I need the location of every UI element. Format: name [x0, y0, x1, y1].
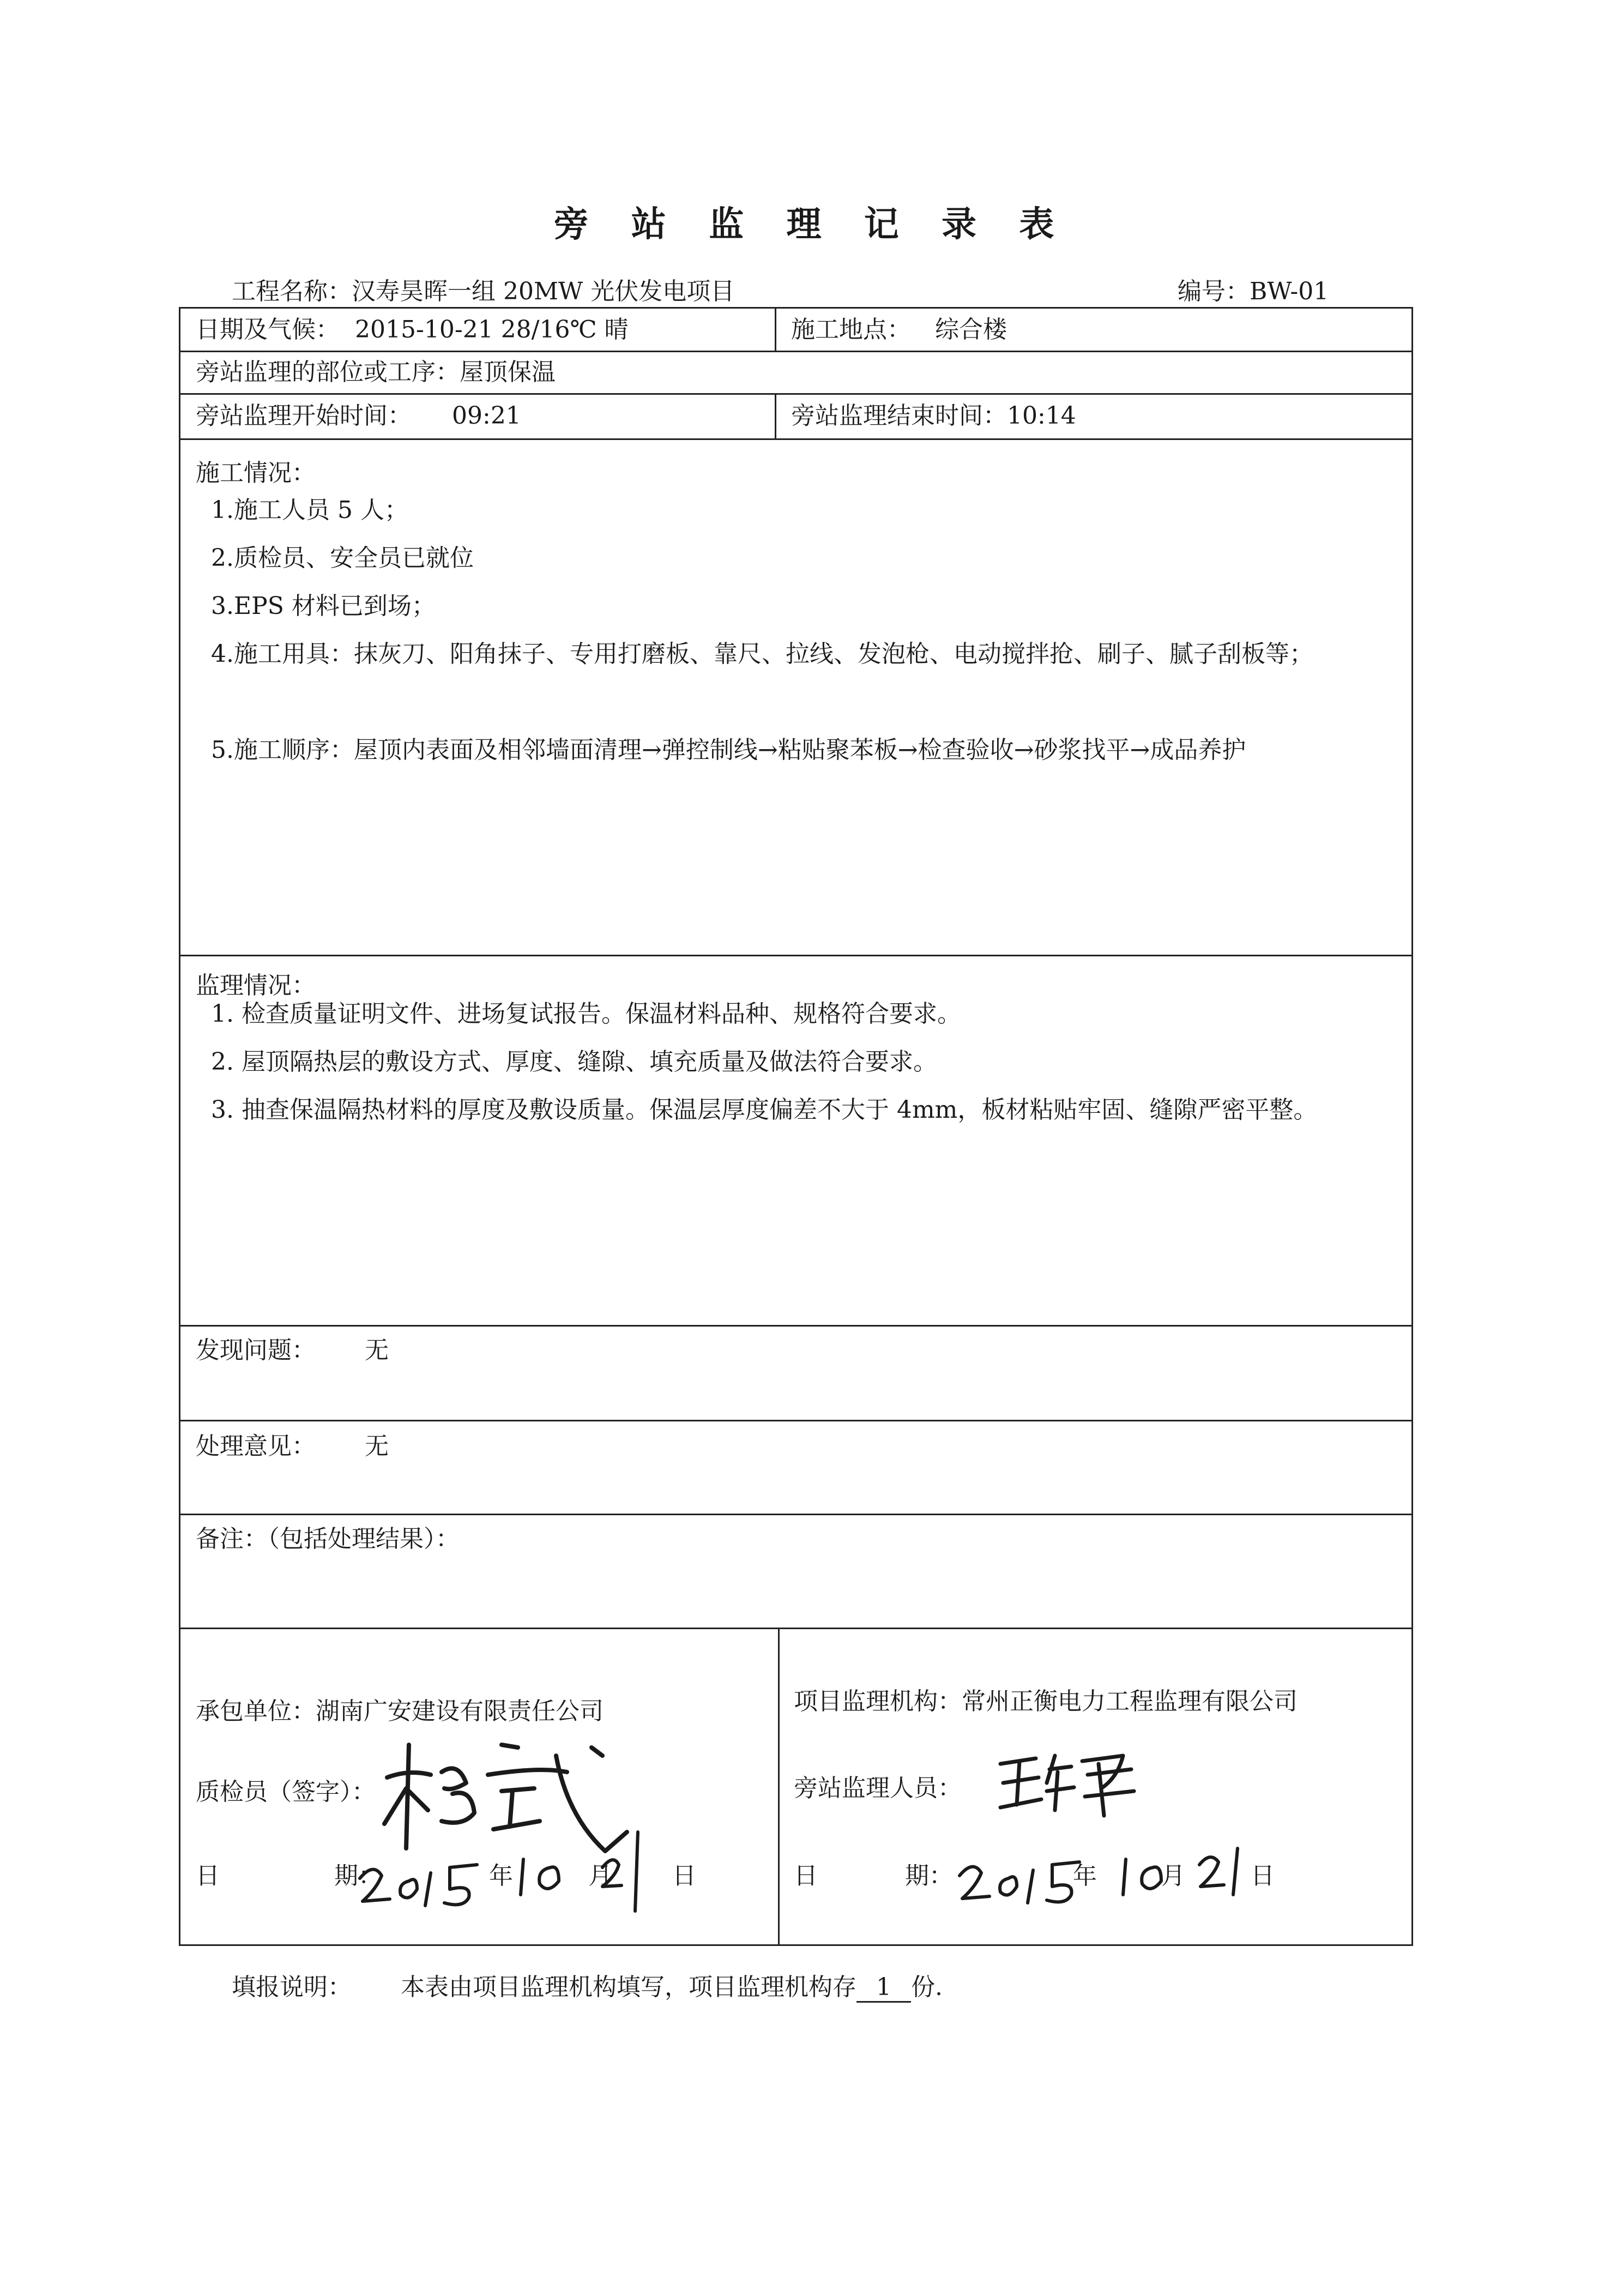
end-time-cell: [791, 400, 1076, 432]
row-divider: [180, 1628, 1411, 1629]
supervisor-signature: [992, 1745, 1139, 1821]
start-time-cell: [196, 400, 521, 432]
contractor-date-month-handwritten: [512, 1846, 572, 1900]
construction-item: 3.EPS 材料已到场；: [211, 592, 436, 620]
copies-count: 1: [856, 1974, 911, 2003]
contractor-date-day-handwritten: [597, 1821, 657, 1914]
position-value: 屋顶保温: [460, 358, 556, 386]
fill-instructions: [232, 1967, 943, 2003]
contractor-date-label-period: 期：: [334, 1862, 382, 1890]
record-table: [179, 307, 1413, 1946]
inspector-signature-label: 质检员（签字）：: [196, 1778, 376, 1806]
row-divider: [180, 955, 1411, 956]
issues-value: 无: [365, 1336, 389, 1364]
position-cell: [196, 357, 556, 388]
site-label: 施工地点：: [791, 316, 911, 344]
supervisor-org: [794, 1686, 1298, 1718]
contractor-date-month-unit: 月: [588, 1862, 612, 1890]
position-label: 旁站监理的部位或工序：: [196, 358, 460, 386]
remarks-label: 备注：（包括处理结果）：: [196, 1525, 460, 1553]
fill-instructions-prefix: 填报说明：: [232, 1973, 352, 2001]
column-divider: [775, 309, 776, 351]
column-divider: [775, 393, 776, 438]
contractor-date-year-unit: 年: [489, 1862, 513, 1890]
contractor-date-year-handwritten: [354, 1851, 496, 1911]
construction-item: 2.质检员、安全员已就位: [211, 544, 474, 572]
handling-value: 无: [365, 1432, 389, 1460]
supervisor-date-year-unit: 年: [1073, 1862, 1097, 1890]
issues-label: 发现问题：: [196, 1336, 316, 1364]
handling-label: 处理意见：: [196, 1432, 316, 1460]
supervisor-date-day-handwritten: [1194, 1840, 1254, 1900]
supervisor-date-day-unit: 日: [1251, 1862, 1275, 1890]
page-title: 旁 站 监 理 记 录 表: [553, 204, 1070, 245]
row-divider: [180, 393, 1411, 395]
supervisor-date-year-handwritten: [954, 1848, 1101, 1908]
supervision-item: 2. 屋顶隔热层的敷设方式、厚度、缝隙、填充质量及做法符合要求。: [211, 1048, 937, 1076]
supervisor-date-label-day: 日: [794, 1862, 818, 1890]
supervisor-org-label: 项目监理机构：: [794, 1688, 962, 1715]
record-code: 编号：BW-01: [1178, 278, 1329, 305]
row-divider: [180, 1514, 1411, 1515]
row-divider: [180, 1420, 1411, 1421]
date-weather-cell: [196, 314, 629, 346]
supervisor-date-label-period: 期：: [905, 1862, 953, 1890]
supervisor-date-month-handwritten: [1115, 1846, 1175, 1900]
contractor-unit-value: 湖南广安建设有限责任公司: [316, 1697, 604, 1725]
supervisor-org-value: 常州正衡电力工程监理有限公司: [962, 1688, 1298, 1715]
site-cell: [791, 314, 1007, 346]
supervision-item: 3. 抽查保温隔热材料的厚度及敷设质量。保温层厚度偏差不大于 4mm，板材粘贴牢固、缝隙严密平整。: [211, 1096, 1318, 1124]
row-divider: [180, 438, 1411, 440]
contractor-date-label-day: 日: [196, 1862, 220, 1890]
row-divider: [180, 1325, 1411, 1327]
fill-instructions-text: 本表由项目监理机构填写，项目监理机构存: [401, 1973, 856, 2001]
end-time-label: 旁站监理结束时间：: [791, 402, 1007, 430]
date-weather-label: 日期及气候：: [196, 316, 340, 344]
start-time-label: 旁站监理开始时间：: [196, 402, 412, 430]
project-name: 工程名称：汉寿昊晖一组 20MW 光伏发电项目: [232, 278, 735, 305]
date-weather-value: 2015-10-21 28/16℃ 晴: [355, 316, 629, 344]
issues-row: [196, 1335, 389, 1366]
fill-instructions-suffix: 份.: [911, 1973, 943, 2001]
contractor-date-day-unit: 日: [672, 1862, 696, 1890]
construction-item: 4.施工用具：抹灰刀、阳角抹子、专用打磨板、靠尺、拉线、发泡枪、电动搅拌抢、刷子、腻子刮板等；: [211, 640, 1313, 668]
construction-item: 1.施工人员 5 人；: [211, 496, 408, 524]
column-divider: [778, 1628, 780, 1945]
supervision-item: 1. 检查质量证明文件、进场复试报告。保温材料品种、规格符合要求。: [211, 1000, 961, 1028]
construction-label: 施工情况：: [196, 459, 316, 487]
row-divider: [180, 351, 1411, 352]
site-value: 综合楼: [935, 316, 1007, 344]
contractor-unit-label: 承包单位：: [196, 1697, 316, 1725]
supervision-label: 监理情况：: [196, 972, 316, 999]
construction-item: 5.施工顺序：屋顶内表面及相邻墙面清理→弹控制线→粘贴聚苯板→检查验收→砂浆找平→成品养护: [211, 736, 1246, 764]
start-time-value: 09:21: [452, 402, 521, 430]
supervisor-person-label: 旁站监理人员：: [794, 1774, 962, 1802]
end-time-value: 10:14: [1007, 402, 1076, 430]
handling-row: [196, 1431, 389, 1462]
supervisor-date-month-unit: 月: [1161, 1862, 1185, 1890]
